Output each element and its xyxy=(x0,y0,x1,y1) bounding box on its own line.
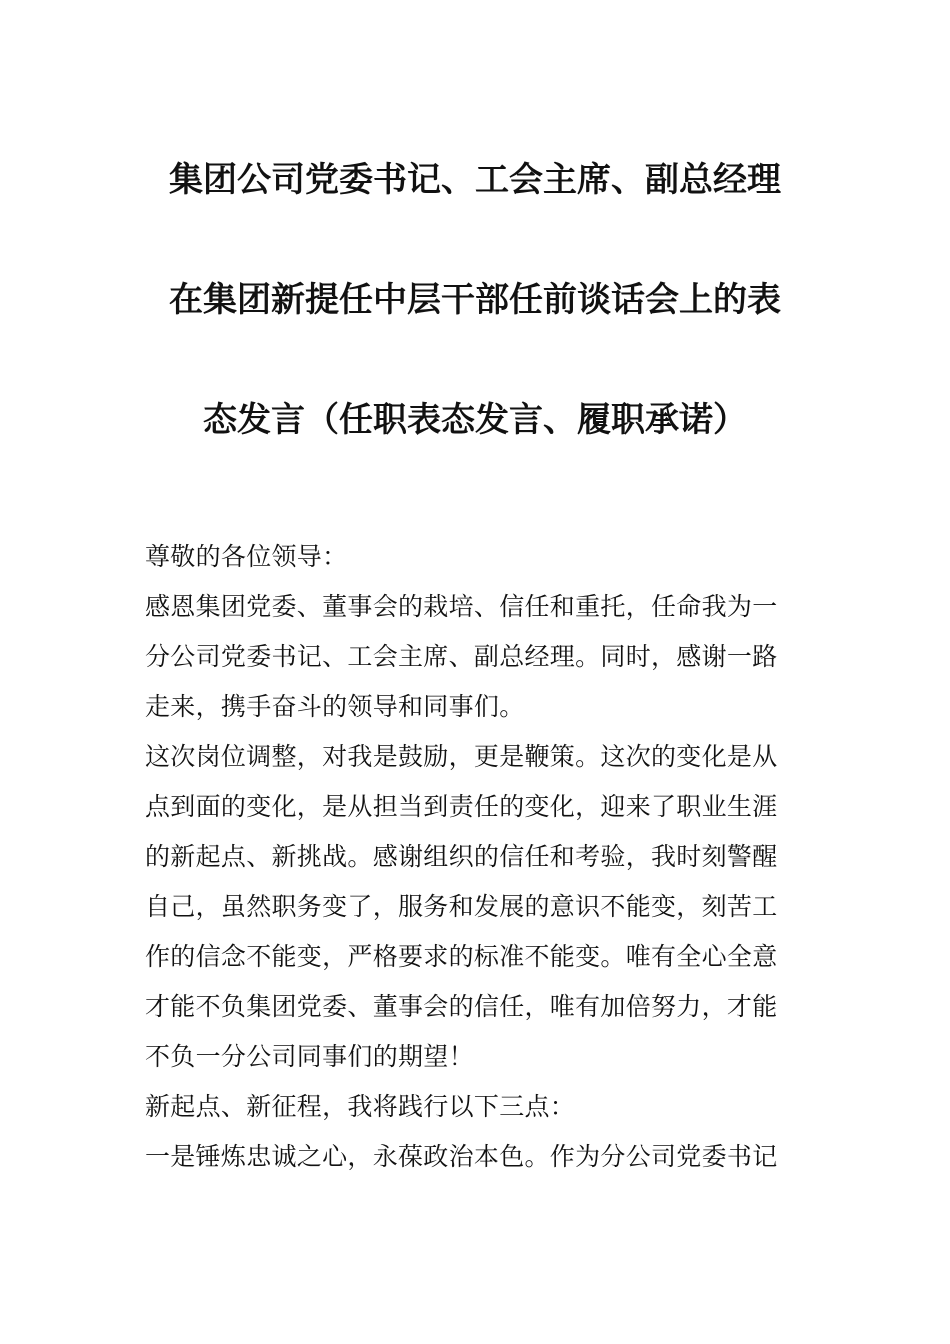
body-line: 才能不负集团党委、董事会的信任，唯有加倍努力，才能 xyxy=(145,992,778,1021)
body-line: 感恩集团党委、董事会的栽培、信任和重托，任命我为一 xyxy=(145,592,778,621)
title-line-1: 集团公司党委书记、工会主席、副总经理 xyxy=(169,160,781,200)
body-line: 不负一分公司同事们的期望！ xyxy=(145,1042,474,1071)
body-line: 走来，携手奋斗的领导和同事们。 xyxy=(145,692,525,721)
document-body xyxy=(145,532,815,1182)
salutation: 尊敬的各位领导： xyxy=(145,542,348,571)
body-line: 一是锤炼忠诚之心，永葆政治本色。作为分公司党委书记 xyxy=(145,1142,778,1171)
body-line: 分公司党委书记、工会主席、副总经理。同时，感谢一路 xyxy=(145,642,778,671)
body-line: 这次岗位调整，对我是鼓励，更是鞭策。这次的变化是从 xyxy=(145,742,778,771)
document-title xyxy=(0,150,950,510)
title-line-3: 态发言（任职表态发言、履职承诺） xyxy=(203,400,747,440)
body-line: 新起点、新征程，我将践行以下三点： xyxy=(145,1092,576,1121)
body-line: 点到面的变化，是从担当到责任的变化，迎来了职业生涯 xyxy=(145,792,778,821)
title-line-2: 在集团新提任中层干部任前谈话会上的表 xyxy=(169,280,781,320)
body-line: 自己，虽然职务变了，服务和发展的意识不能变，刻苦工 xyxy=(145,892,778,921)
body-line: 作的信念不能变，严格要求的标准不能变。唯有全心全意 xyxy=(145,942,778,971)
body-line: 的新起点、新挑战。感谢组织的信任和考验，我时刻警醒 xyxy=(145,842,778,871)
